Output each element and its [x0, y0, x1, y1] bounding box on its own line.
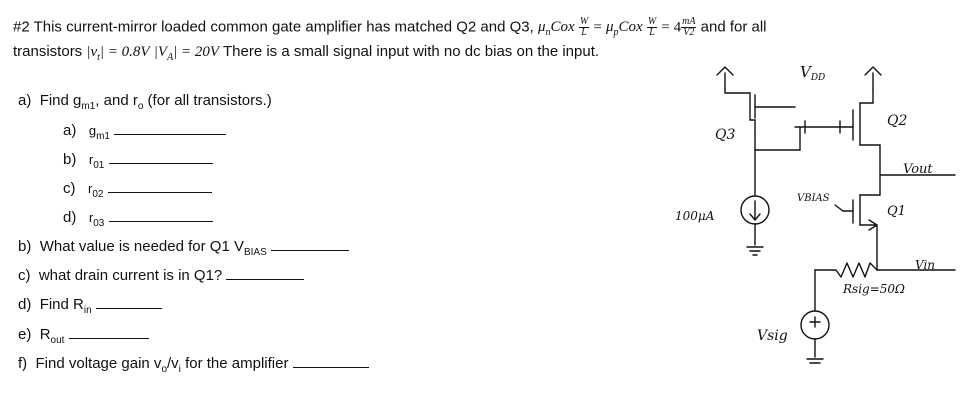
- vdd-arrow-right: [865, 67, 881, 89]
- subpart-letter: c): [63, 180, 76, 197]
- circuit-diagram: [655, 55, 965, 385]
- part-c: [18, 267, 304, 285]
- part-a-mid: , and r: [95, 92, 138, 109]
- va-spec: $|V_A| = 20V$: [153, 44, 220, 63]
- part-e-letter: e): [18, 326, 32, 343]
- part-d-sub: in: [83, 305, 92, 316]
- part-d: [18, 296, 162, 320]
- subpart-label: g: [88, 123, 97, 138]
- vbias-label: VBIAS: [797, 193, 830, 204]
- rsig-resistor: [815, 263, 877, 277]
- current-source-label: 100μA: [675, 209, 715, 223]
- part-f-sub2: i: [178, 364, 181, 375]
- part-b-text: What value is needed for Q1 V: [39, 238, 244, 255]
- part-b: [18, 238, 349, 262]
- subpart-letter: a): [63, 122, 77, 139]
- subpart-gm1: [63, 122, 226, 146]
- unit-ma-per-v2: $\frac{mA}{V2}$: [682, 16, 696, 38]
- subpart-sub: 01: [93, 160, 105, 171]
- part-e-sub: out: [50, 335, 65, 346]
- subpart-letter: d): [63, 209, 77, 226]
- subpart-sub: m1: [96, 131, 110, 142]
- answer-blank-rout[interactable]: [69, 326, 149, 339]
- problem-line-2: [13, 43, 599, 67]
- part-d-letter: d): [18, 296, 32, 313]
- answer-blank-r02[interactable]: [108, 180, 212, 193]
- part-a-sub: m1: [81, 101, 96, 112]
- part-e: [18, 326, 149, 350]
- q3-label: Q3: [715, 127, 736, 143]
- vdd-label: $V_{DD}$: [800, 63, 826, 83]
- subpart-sub: 03: [93, 218, 105, 229]
- problem-number: #2: [13, 18, 30, 36]
- subpart-label: r: [88, 152, 94, 167]
- subpart-r03: [63, 209, 213, 233]
- vsig-label: Vsig: [757, 328, 788, 344]
- part-a-end: (for all transistors.): [143, 92, 272, 109]
- part-a: [18, 92, 272, 116]
- vin-label: Vin: [915, 258, 936, 272]
- answer-blank-drain-current[interactable]: [226, 267, 304, 280]
- part-b-sub: BIAS: [243, 247, 267, 258]
- problem-line-1: [13, 17, 767, 42]
- part-a-text: Find g: [39, 92, 82, 109]
- q1-transistor: [835, 187, 880, 270]
- part-f-mid: /v: [167, 355, 179, 372]
- equals-four: = 4: [661, 19, 682, 36]
- answer-blank-r01[interactable]: [109, 151, 213, 164]
- line2-end: There is a small signal input with no dc bias on the input.: [223, 43, 600, 60]
- part-b-letter: b): [18, 238, 32, 255]
- q2-transistor: [845, 89, 955, 187]
- part-f-letter: f): [18, 355, 28, 372]
- part-f-sub: o: [161, 364, 167, 375]
- part-f-end: for the amplifier: [180, 355, 289, 372]
- vsig-source: [801, 270, 829, 363]
- answer-blank-vbias[interactable]: [271, 238, 349, 251]
- q3-transistor: [725, 89, 795, 150]
- w-over-l-2: $\frac{W}{L}$: [647, 16, 657, 38]
- answer-blank-gm1[interactable]: [114, 122, 226, 135]
- mu-p-cox: $\mu_pCox$: [606, 19, 643, 39]
- part-f-text: Find voltage gain v: [35, 355, 162, 372]
- part-a-letter: a): [18, 92, 32, 109]
- part-a-sub2: o: [137, 101, 144, 112]
- subpart-letter: b): [63, 151, 77, 168]
- vt-spec: $|v_t| = 0.8V$: [86, 44, 150, 63]
- vout-label: Vout: [903, 162, 933, 177]
- w-over-l-1: $\frac{W}{L}$: [579, 16, 589, 38]
- part-e-text: R: [39, 326, 51, 343]
- subpart-sub: 02: [92, 189, 104, 200]
- current-source: [741, 150, 769, 255]
- problem-tail: and for all: [700, 18, 767, 36]
- part-c-letter: c): [18, 267, 31, 284]
- subpart-r01: [63, 151, 213, 175]
- subpart-label: r: [88, 210, 94, 225]
- subpart-r02: [63, 180, 212, 204]
- answer-blank-rin[interactable]: [96, 296, 162, 309]
- equals-sign: =: [593, 19, 602, 36]
- line2-start: transistors: [13, 43, 83, 60]
- mu-n-cox: $\mu_nCox$: [537, 19, 575, 39]
- q1-label: Q1: [887, 204, 906, 219]
- answer-blank-r03[interactable]: [109, 209, 213, 222]
- part-d-text: Find R: [39, 296, 84, 313]
- subpart-label: r: [88, 181, 93, 196]
- answer-blank-gain[interactable]: [293, 355, 369, 368]
- q2-label: Q2: [887, 113, 908, 129]
- part-c-text: what drain current is in Q1?: [38, 267, 223, 284]
- vdd-arrow-left: [717, 67, 733, 89]
- part-f: [18, 355, 369, 379]
- rsig-label: Rsig=50Ω: [843, 282, 905, 296]
- problem-intro: This current-mirror loaded common gate amplifier has matched Q2 and Q3,: [33, 18, 534, 36]
